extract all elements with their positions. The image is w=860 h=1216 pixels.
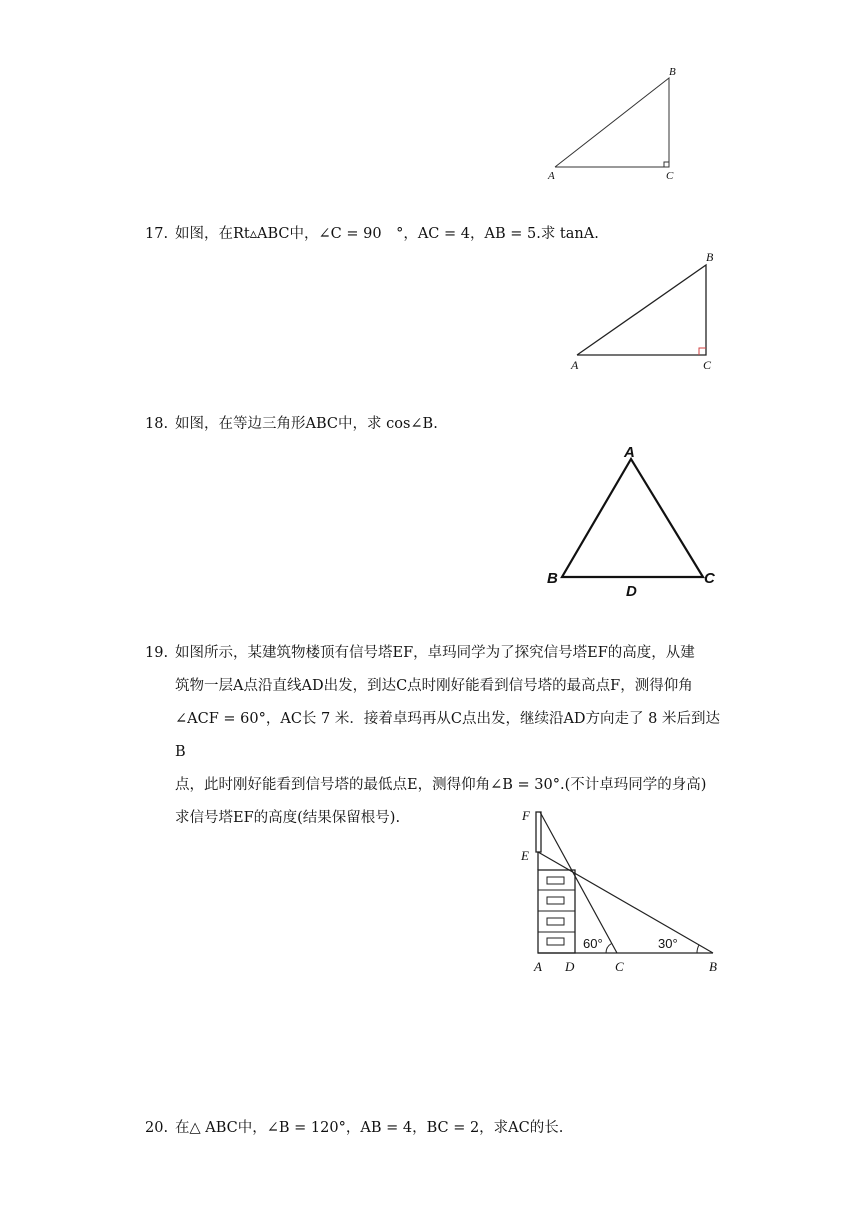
window-1 bbox=[547, 877, 564, 884]
label-b: B bbox=[709, 959, 717, 974]
window-4 bbox=[547, 938, 564, 945]
label-c: C bbox=[703, 358, 712, 372]
label-e: E bbox=[521, 848, 529, 863]
figure-q19-signal-tower bbox=[515, 800, 730, 980]
label-a: A bbox=[534, 959, 542, 974]
label-a: A bbox=[571, 358, 579, 372]
question-text-line-2: 筑物一层A点沿直线AD出发，到达C点时刚好能看到信号塔的最高点F，测得仰角 bbox=[175, 678, 693, 694]
question-number: 18. bbox=[145, 416, 169, 432]
angle-arc-c bbox=[606, 944, 612, 954]
angle-label-60: 60° bbox=[583, 936, 603, 951]
right-angle-mark bbox=[664, 162, 669, 167]
label-f: F bbox=[522, 808, 530, 823]
label-b: B bbox=[669, 66, 676, 78]
label-c: C bbox=[666, 170, 674, 182]
figure-q18-equilateral-triangle bbox=[540, 440, 725, 600]
question-17 bbox=[145, 218, 725, 251]
question-text-line-4: 点，此时刚好能看到信号塔的最低点E，测得仰角∠B = 30°.(不计卓玛同学的身高) bbox=[175, 777, 707, 793]
signal-tower bbox=[536, 812, 541, 852]
question-20 bbox=[145, 1112, 725, 1145]
triangle-outline bbox=[562, 459, 703, 577]
question-number: 20. bbox=[145, 1120, 169, 1136]
window-2 bbox=[547, 897, 564, 904]
question-18 bbox=[145, 408, 725, 441]
angle-label-30: 30° bbox=[658, 936, 678, 951]
triangle-outline bbox=[555, 78, 669, 167]
label-b: B bbox=[706, 250, 714, 264]
question-number: 19. bbox=[145, 645, 169, 661]
label-c: C bbox=[704, 570, 715, 587]
figure-q17-right-triangle bbox=[565, 248, 725, 376]
question-number: 17. bbox=[145, 226, 169, 242]
question-text: 在△ ABC中，∠B = 120°，AB = 4，BC = 2，求AC的长. bbox=[175, 1120, 564, 1136]
label-a: A bbox=[624, 444, 635, 461]
label-a: A bbox=[548, 170, 555, 182]
figure-q16-right-triangle bbox=[540, 60, 690, 185]
triangle-outline bbox=[577, 265, 706, 355]
question-text: 如图，在等边三角形ABC中，求 cos∠B. bbox=[175, 416, 438, 432]
question-text-line-1: 如图所示，某建筑物楼顶有信号塔EF，卓玛同学为了探究信号塔EF的高度，从建 bbox=[175, 645, 695, 661]
angle-arc-b bbox=[697, 945, 699, 953]
label-d: D bbox=[565, 959, 575, 974]
window-3 bbox=[547, 918, 564, 925]
right-angle-mark bbox=[699, 348, 706, 355]
label-d: D bbox=[626, 583, 637, 600]
label-c: C bbox=[615, 959, 624, 974]
question-text-line-3: ∠ACF = 60°，AC长 7 米．接着卓玛再从C点出发，继续沿AD方向走了 8 米后到达B bbox=[175, 711, 720, 760]
question-text-line-5: 求信号塔EF的高度(结果保留根号). bbox=[175, 810, 401, 826]
question-text: 如图，在Rt▵ABC中，∠C = 90 °，AC = 4，AB = 5.求 tanA. bbox=[175, 226, 599, 242]
label-b: B bbox=[547, 570, 558, 587]
